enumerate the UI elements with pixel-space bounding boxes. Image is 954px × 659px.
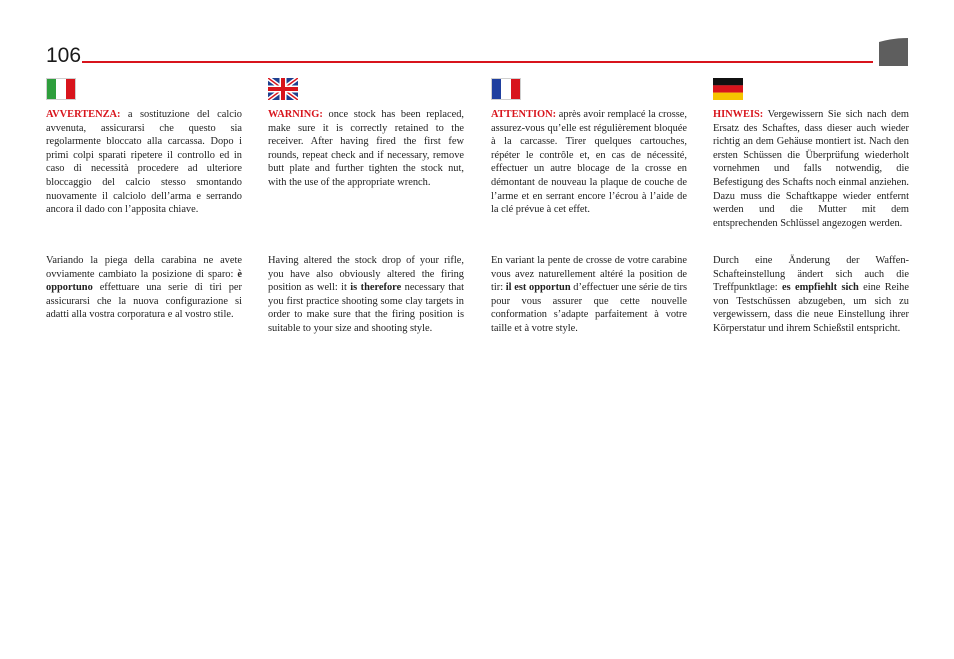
french-flag-icon xyxy=(491,78,521,100)
warning-text: a sostituzione del calcio avvenuta, assicurarsi che questo sia regolarmente bloccato alla carcassa. Dopo i primi colpi sparati ripetere il controllo ed in caso di necessità procedere ad ulteriore bloccaggio del calcio stesso smontando nuovamente il calciolo dell’arma e serrando ancora il dado con l’apposita chiave. xyxy=(46,109,242,216)
warning-label: ATTENTION: xyxy=(491,109,557,120)
warning-label: AVVERTENZA: xyxy=(46,109,121,120)
warning-paragraph xyxy=(713,108,909,254)
german-flag-icon xyxy=(713,78,743,100)
note-text-before: Having altered the stock drop of your rifle, you have also obviously altered the firing position as well: it xyxy=(268,255,464,294)
column-italian xyxy=(46,78,242,322)
warning-paragraph xyxy=(491,108,687,254)
italian-flag-icon xyxy=(46,78,76,100)
note-text-after: eine Reihe von Testschüssen abzugeben, um sich zu vergewissern, dass die neue Einstellung ihrer Körperstatur und ihrem Schießstil entspricht. xyxy=(713,282,909,334)
page-number: 106 xyxy=(46,44,82,67)
note-text-before: Durch eine Änderung der Waffen-Schafteinstellung ändert sich auch die Treffpunktlage: xyxy=(713,255,909,294)
note-text-bold: è opportuno xyxy=(46,268,242,294)
warning-text: once stock has been replaced, make sure it is correctly retained to the receiver. After having fired the first few rounds, repeat check and if necessary, remove butt plate and further tighten the stock nut, with the use of the appropriate wrench. xyxy=(268,109,464,188)
warning-text: Vergewissern Sie sich nach dem Ersatz des Schaftes, dass dieser auch wieder richtig an dem Gehäuse montiert ist. Nach den ersten Schüssen die Überprüfung wiederholt vornehmen und falls notwendig, die Befestigung des Schafts noch einmal anziehen. Dazu muss die Schaftkappe wieder entfernt werden und die Mutter mit dem entsprechenden Schlüssel angezogen werden. xyxy=(713,109,909,229)
note-paragraph xyxy=(46,254,242,322)
column-german xyxy=(713,78,909,336)
note-paragraph xyxy=(268,254,464,336)
column-french xyxy=(491,78,687,336)
note-text-before: En variant la pente de crosse de votre carabine vous avez naturellement altéré la position de tir: xyxy=(491,255,687,294)
warning-paragraph xyxy=(268,108,464,254)
note-paragraph xyxy=(713,254,909,336)
warning-label: WARNING: xyxy=(268,109,323,120)
note-text-after: effettuare una serie di tiri per assicurarsi che la nuova configurazione si adatti alla vostra corporatura e al vostro stile. xyxy=(46,282,242,321)
header-rule xyxy=(82,61,873,63)
warning-text: après avoir remplacé la crosse, assurez-vous qu’elle est régulièrement bloquée à la carcasse. Tirer quelques cartouches, répéter le contrôle et, en cas de nécessité, effectuer un autre blocage de la crosse en démontant de nouveau la plaque de couche de l’arme et en serrant encore l’écrou à l’aide de la clé prévue à cet effet. xyxy=(491,109,687,216)
column-english xyxy=(268,78,464,336)
note-text-bold: es empfiehlt sich xyxy=(781,282,859,294)
note-text-bold: il est opportun xyxy=(505,282,571,294)
uk-flag-icon xyxy=(268,78,298,100)
warning-paragraph xyxy=(46,108,242,254)
note-text-after: d’effectuer une série de tirs pour vous assurer que cette nouvelle conformation s’adapte parfaitement à votre taille et à votre style. xyxy=(491,282,687,334)
note-text-before: Variando la piega della carabina ne avete ovviamente cambiato la posizione di sparo: xyxy=(46,255,242,280)
warning-label: HINWEIS: xyxy=(713,109,764,120)
note-text-bold: is therefore xyxy=(350,282,402,294)
corner-tab-icon xyxy=(879,38,908,66)
note-text-after: necessary that you first practice shooting some clay targets in order to make sure that the firing position is suitable to your size and shooting style. xyxy=(268,282,464,334)
note-paragraph xyxy=(491,254,687,336)
